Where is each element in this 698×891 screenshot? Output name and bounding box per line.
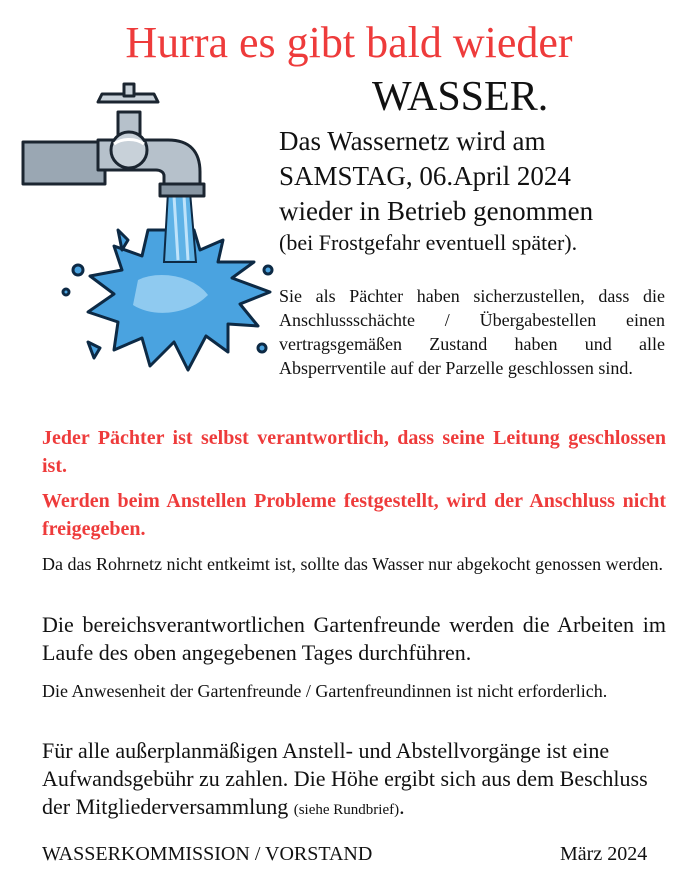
headline-wasser: WASSER. — [372, 74, 549, 120]
announcement-line1: Das Wassernetz wird am — [279, 126, 546, 156]
faucet-body — [23, 84, 204, 196]
paragraph-boil-water: Da das Rohrnetz nicht entkeimt ist, sollte das Wasser nur abgekocht genossen werden. — [42, 554, 664, 574]
paragraph-attendance: Die Anwesenheit der Gartenfreunde / Gartenfreundinnen ist nicht erforderlich. — [42, 681, 608, 701]
headline: Hurra es gibt bald wieder — [125, 18, 573, 67]
warning-connection: Werden beim Anstellen Probleme festgestellt, wird der Anschluss nicht freigegeben. — [42, 490, 666, 540]
fee-aside: (siehe Rundbrief) — [293, 802, 400, 818]
fee-end: . — [399, 794, 405, 819]
announcement-line3: wieder in Betrieb genommen — [279, 196, 594, 226]
paechter-paragraph: Sie als Pächter haben sicherzustellen, dass die Anschlussschächte / Übergabestellen einen vertragsgemäßen Zustand haben und alle Absperrventile auf der Parzelle geschlossen sind. — [279, 286, 665, 378]
water-faucet-icon — [18, 80, 280, 390]
paragraph-fee — [42, 737, 666, 824]
announcement-note: (bei Frostgefahr eventuell später). — [279, 230, 578, 255]
footer-signature: WASSERKOMMISSION / VORSTAND — [42, 843, 373, 865]
announcement-date: SAMSTAG, 06.April 2024 — [279, 161, 571, 191]
paragraph-gartenfreunde-work: Die bereichsverantwortlichen Gartenfreunde werden die Arbeiten im Laufe des oben angegebenen Tages durchführen. — [42, 612, 666, 665]
footer-date: März 2024 — [560, 843, 648, 865]
announcement — [279, 124, 679, 257]
warning-responsibility: Jeder Pächter ist selbst verantwortlich, dass seine Leitung geschlossen ist. — [42, 427, 666, 477]
water-stream — [164, 192, 196, 262]
fee-text: Für alle außerplanmäßigen Anstell- und Abstellvorgänge ist eine Aufwandsgebühr zu zahlen. Die Höhe ergibt sich aus dem Beschluss der Mitgliederversammlung — [42, 738, 648, 819]
